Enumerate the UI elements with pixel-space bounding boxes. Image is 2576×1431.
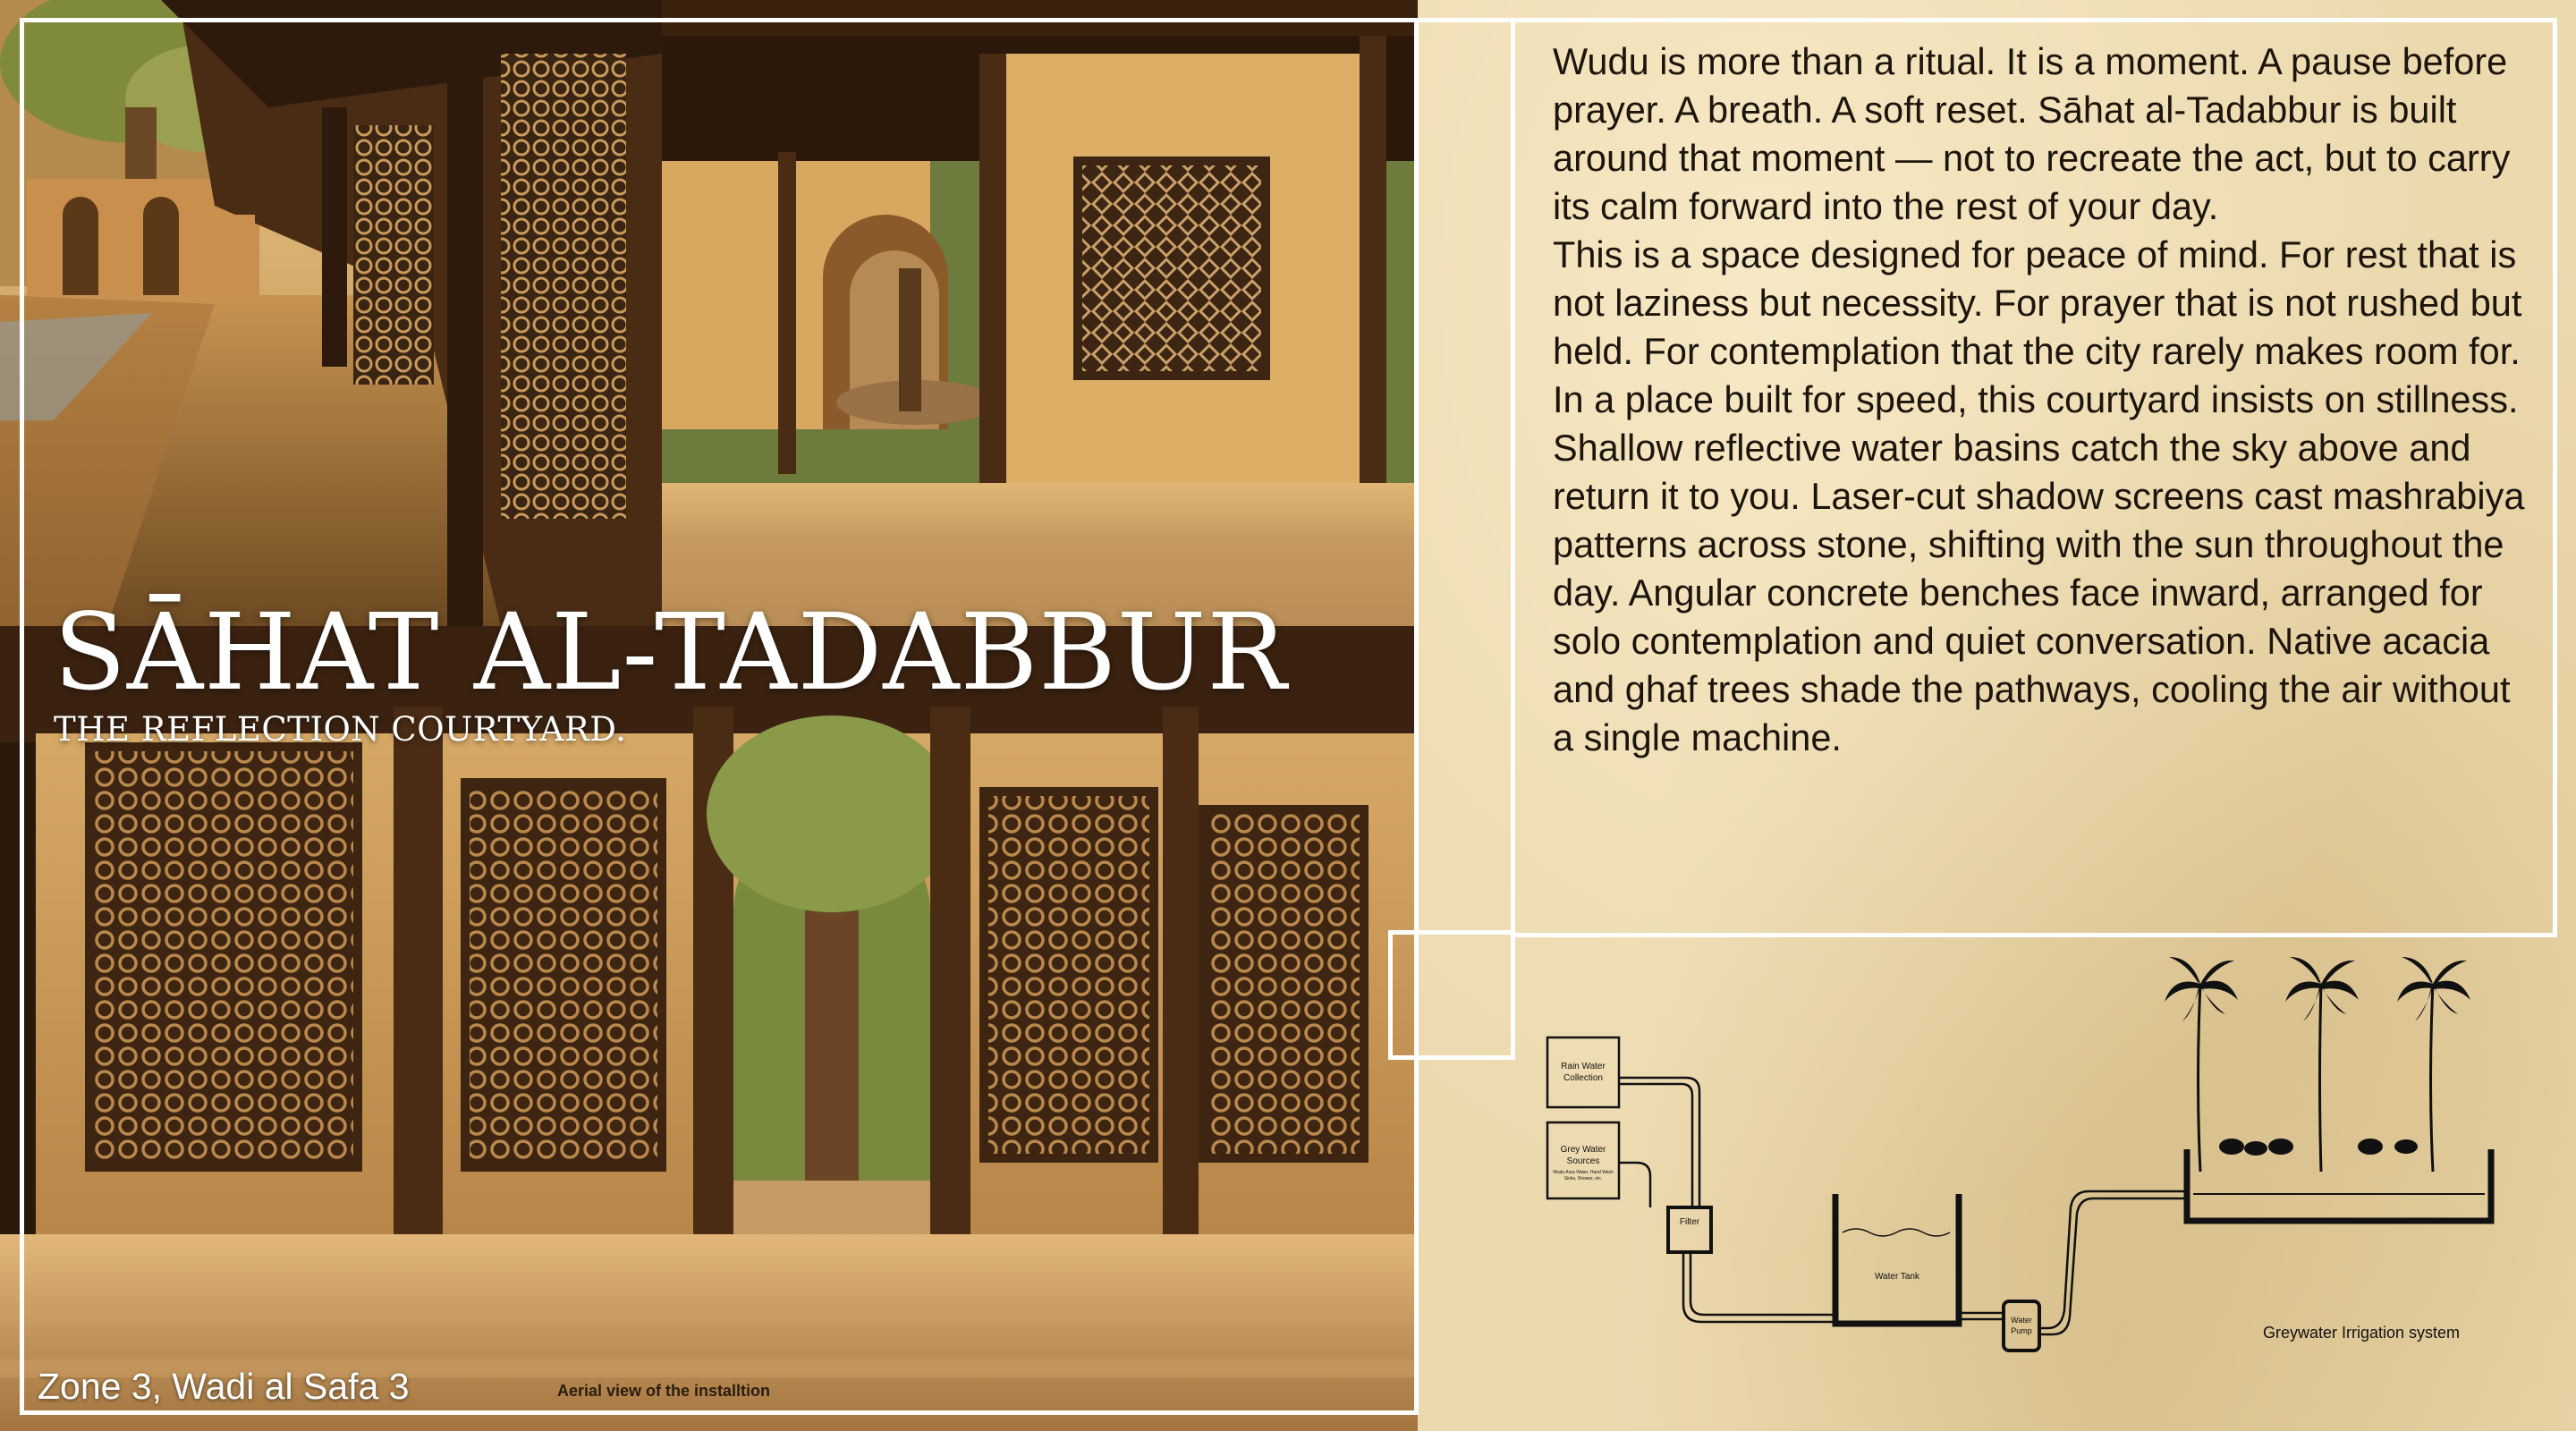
tank-label: Water Tank xyxy=(1874,1272,1920,1282)
pump-label-line1: Water xyxy=(2011,1316,2032,1325)
colonnade-render xyxy=(0,0,662,626)
essay-paragraph: Wudu is more than a ritual. It is a moment. A pause before prayer. A breath. A soft reset. Sāhat al-Tadabbur is built around that moment — not to recreate the act, but to carry its calm forward into the rest of your day. xyxy=(1553,40,2511,227)
planter-bed xyxy=(2187,1149,2491,1221)
essay-paragraph: Shallow reflective water basins catch the sky above and return it to you. Laser-cut shadow screens cast mashrabiya patterns across stone, shifting with the sun throughout the day. Angular concrete benches face inward, arranged for solo contemplation and quiet conversation. Native acacia and ghaf trees shade the pathways, cooling the air without a single machine. xyxy=(1553,427,2525,758)
essay-text xyxy=(1553,38,2528,762)
accent-box-bottom xyxy=(1388,1055,1515,1060)
accent-box-top xyxy=(1388,930,1515,935)
title-block xyxy=(54,590,1288,749)
palm-tree-icon xyxy=(2165,957,2470,1172)
filter-box xyxy=(1668,1207,1711,1252)
rain-label-line1: Rain Water xyxy=(1561,1062,1606,1071)
frame-bottom-line xyxy=(20,1410,1419,1415)
grey-label-line1: Grey Water xyxy=(1560,1145,1606,1155)
frame-top-line xyxy=(20,18,2556,22)
filter-label: Filter xyxy=(1679,1217,1700,1227)
arches-render xyxy=(662,0,1418,626)
frame-text-left-line xyxy=(1511,18,1515,1055)
grey-note-line2: Sinks, Shower, etc. xyxy=(1563,1176,1603,1181)
accent-box-left xyxy=(1388,930,1393,1060)
water-tank xyxy=(1835,1194,1959,1324)
irrigation-diagram xyxy=(1521,948,2540,1413)
rain-collection-box xyxy=(1547,1037,1619,1107)
frame-middle-vertical xyxy=(1414,18,1419,1415)
essay-paragraph: This is a space designed for peace of mind. For rest that is not laziness but necessity. For prayer that is not rushed but held. For contemplation that the city rarely makes room for. In a place built for speed, this courtyard insists on stillness. xyxy=(1553,233,2522,420)
frame-left-line xyxy=(20,18,24,1415)
location-label: Zone 3, Wadi al Safa 3 xyxy=(38,1366,410,1407)
grey-label-line2: Sources xyxy=(1566,1156,1600,1166)
frame-right-line xyxy=(2553,18,2557,935)
frame-divider-line xyxy=(1511,933,2557,937)
pump-label-line2: Pump xyxy=(2011,1326,2032,1335)
grey-note-line1: Wudu Area Water, Hand Wash xyxy=(1553,1170,1614,1175)
page-title: SĀHAT AL-TADABBUR xyxy=(54,590,1288,714)
photo-caption: Aerial view of the installtion xyxy=(557,1382,771,1400)
rain-label-line2: Collection xyxy=(1563,1073,1603,1083)
diagram-title: Greywater Irrigation system xyxy=(2262,1324,2461,1342)
shrub-icon xyxy=(2219,1139,2418,1156)
page-subtitle: THE REFLECTION COURTYARD. xyxy=(54,710,627,749)
